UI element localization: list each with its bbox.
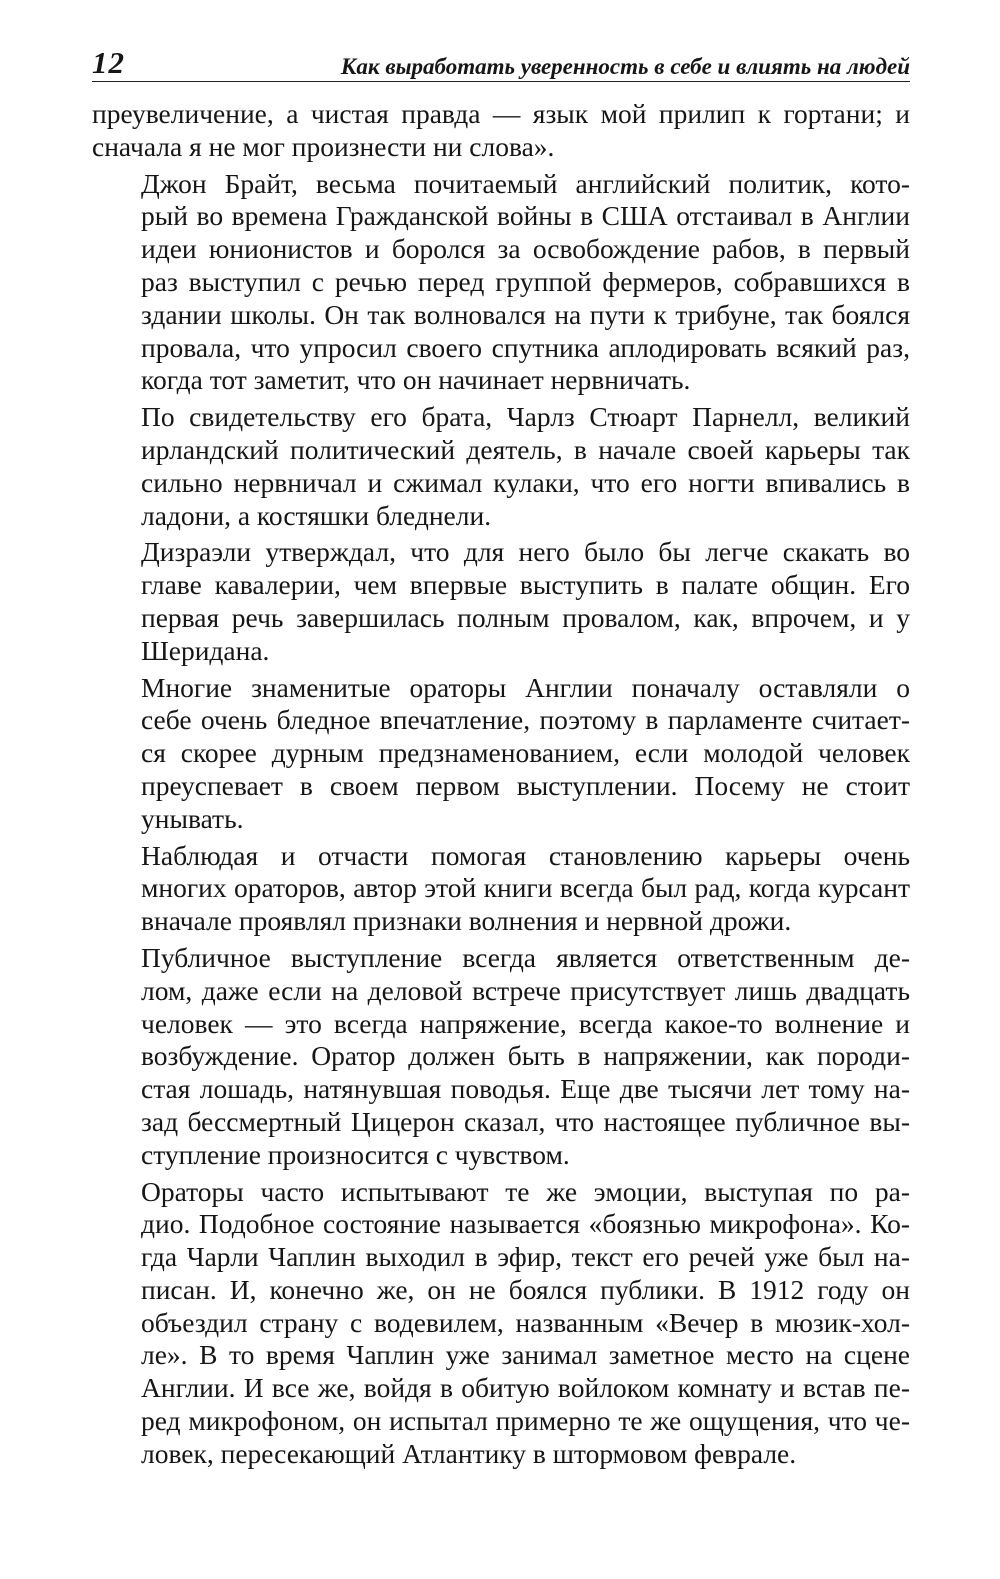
text-line: Ораторы часто испытывают те же эмоции, выступая по ра- [141, 1175, 910, 1207]
text-line: Публичное выступление всегда является ответственным де- [141, 941, 910, 973]
text-line: вначале проявлял признаки волнения и нервной дрожи. [141, 905, 792, 937]
text-line: объездил страну с водевилем, названным «Вечер в мюзик-хол- [141, 1306, 910, 1338]
text-line: раз выступил с речью перед группой фермеров, собравшихся в [141, 265, 910, 297]
text-line: возбуждение. Оратор должен быть в напряжении, как породи- [141, 1040, 910, 1072]
text-line: лом, даже если на деловой встрече присутствует лишь двадцать [141, 974, 910, 1006]
text-line: сначала я не мог произнести ни слова». [92, 130, 555, 162]
text-line: зад бессмертный Цицерон сказал, что настоящее публичное вы- [141, 1105, 910, 1137]
text-line: сильно нервничал и сжимал кулаки, что его ногти впивались в [141, 466, 910, 498]
text-line: унывать. [141, 802, 244, 834]
paragraph [92, 1176, 910, 1471]
text-line: ред микрофоном, он испытал примерно те же ощущения, что че- [141, 1405, 910, 1437]
text-line: ирландский политический деятель, в начале своей карьеры так [141, 433, 910, 465]
paragraph [92, 840, 910, 938]
text-line: гда Чарли Чаплин выходил в эфир, текст его речей уже был на- [141, 1241, 910, 1273]
text-line: Дизраэли утверждал, что для него было бы легче скакать во [141, 536, 910, 568]
text-line: стая лошадь, натянувшая поводья. Еще две тысячи лет тому на- [141, 1073, 910, 1105]
text-line: первая речь завершилась полным провалом, как, впрочем, и у [141, 601, 910, 633]
paragraph [92, 168, 910, 398]
paragraph [92, 942, 910, 1172]
text-line: Шеридана. [141, 634, 270, 666]
text-line: здании школы. Он так волновался на пути к трибуне, так боялся [141, 298, 910, 330]
text-line: рый во времена Гражданской войны в США отстаивал в Англии [141, 200, 910, 232]
text-line: ле». В то время Чаплин уже занимал заметное место на сцене [141, 1339, 910, 1371]
text-line: главе кавалерии, чем впервые выступить в палате общин. Его [141, 569, 910, 601]
text-line: провала, что упросил своего спутника аплодировать всякий раз, [141, 331, 910, 363]
body-text [92, 98, 910, 1471]
text-line: писан. И, конечно же, он не боялся публики. В 1912 году он [141, 1273, 910, 1305]
text-line: преувеличение, а чистая правда — язык мой прилип к гортани; и [92, 98, 910, 129]
text-line: Англии. И все же, войдя в обитую войлоком комнату и встав пе- [141, 1372, 910, 1404]
paragraph [92, 401, 910, 532]
text-line: идеи юнионистов и боролся за освобождение рабов, в первый [141, 233, 910, 265]
running-header [92, 38, 910, 82]
text-line: ладони, а костяшки бледнели. [141, 499, 492, 531]
text-line: Джон Брайт, весьма почитаемый английский политик, кото- [141, 167, 910, 199]
paragraph [92, 98, 910, 164]
text-line: дио. Подобное состояние называется «боязнью микрофона». Ко- [141, 1208, 910, 1240]
text-line: Наблюдая и отчасти помогая становлению карьеры очень [141, 839, 910, 871]
text-line: когда тот заметит, что он начинает нервничать. [141, 364, 691, 396]
page-number: 12 [92, 45, 125, 80]
text-line: ловек, пересекающий Атлантику в штормовом феврале. [141, 1437, 797, 1469]
paragraph [92, 672, 910, 836]
text-line: себе очень бледное впечатление, поэтому в парламенте считает- [141, 704, 910, 736]
text-line: По свидетельству его брата, Чарлз Стюарт Парнелл, великий [141, 401, 910, 433]
text-line: Многие знаменитые ораторы Англии поначалу оставляли о [141, 671, 910, 703]
text-line: ся скорее дурным предзнаменованием, если молодой человек [141, 737, 910, 769]
book-title: Как выработать уверенность в себе и влиять на людей [340, 54, 910, 79]
paragraph [92, 536, 910, 667]
text-line: человек — это всегда напряжение, всегда какое-то волнение и [141, 1007, 910, 1039]
text-line: преуспевает в своем первом выступлении. Посему не стоит [141, 769, 910, 801]
text-line: многих ораторов, автор этой книги всегда был рад, когда курсант [141, 872, 910, 904]
text-line: ступление произносится с чувством. [141, 1138, 570, 1170]
book-page [92, 38, 910, 1475]
